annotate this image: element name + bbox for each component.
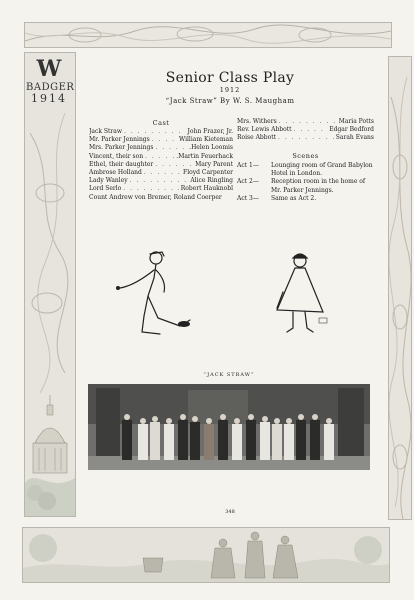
cast-actor: John Frazer, Jr.	[187, 128, 233, 135]
emblem-letter: W	[36, 56, 62, 82]
cast-role: Ethel, their daughter	[89, 160, 154, 168]
bottom-illustrated-border	[22, 527, 390, 583]
cast-actor: Floyd Carpenter	[183, 168, 233, 176]
cast-actor: .Helen Loomis	[189, 144, 233, 152]
scenes-heading: Scenes	[292, 152, 319, 160]
cast-row	[89, 136, 233, 144]
play-year: 1912	[219, 86, 241, 94]
cast-row	[89, 153, 233, 161]
scene-row	[237, 162, 374, 178]
scene-desc: Reception room in the home of Mr. Parker Jennings.	[271, 178, 366, 194]
cast-row	[89, 177, 233, 185]
cast-role: Mrs. Withers	[237, 118, 277, 125]
photo-caption: “JACK STRAW”	[203, 372, 255, 378]
top-decorative-border	[24, 22, 392, 48]
cast-row	[89, 169, 233, 177]
kneeling-man-sketch	[114, 248, 196, 340]
cast-role: Count Andrew von Bremer, Roland Coerper	[89, 193, 222, 201]
cast-list-left	[89, 128, 233, 202]
cast-actor: Robert Hauknobl	[180, 185, 233, 193]
cast-row	[89, 144, 233, 152]
cast-heading: Cast	[152, 119, 170, 127]
page-number: 348	[225, 509, 235, 515]
cast-group-photo	[88, 384, 370, 470]
cast-actor: Maria Potts	[338, 118, 374, 125]
cast-actor: Sarah Evans	[335, 134, 374, 142]
cast-actor: Alice Ringling	[190, 177, 233, 185]
cast-role: Mr. Parker Jennings	[89, 136, 150, 144]
cast-role: Ambrose Holland	[89, 168, 142, 176]
badger-1914-emblem	[26, 56, 75, 105]
cast-role: Rev. Lewis Abbott	[237, 126, 292, 134]
cast-actor: Edgar Bedford	[329, 126, 374, 134]
cast-role: Jack Straw	[89, 128, 122, 135]
scene-act: Act 2—	[237, 178, 259, 186]
scene-desc: Lounging room of Grand Babylon Hotel in London.	[271, 162, 373, 178]
cast-role: Mrs. Parker Jennings	[89, 144, 154, 152]
scene-list	[237, 162, 374, 203]
play-subtitle: “Jack Straw” By W. S. Maugham	[165, 97, 295, 105]
scene-act: Act 3—	[237, 194, 259, 202]
cast-actor: Mary Parent	[195, 160, 233, 168]
cast-list-right	[237, 118, 374, 143]
cast-role: Roise Abbott	[237, 134, 277, 142]
cast-row	[89, 185, 233, 193]
cast-actor: .Martin Feuerhack	[176, 152, 233, 160]
cast-row	[237, 134, 374, 142]
cast-actor: William Kieteman	[179, 136, 233, 144]
emblem-year: 1914	[31, 92, 67, 105]
cast-row	[89, 161, 233, 169]
scene-row	[237, 178, 374, 194]
page-title: Senior Class Play	[165, 70, 295, 86]
cast-row	[237, 118, 374, 126]
cast-members	[122, 420, 334, 460]
scene-act: Act 1—	[237, 162, 259, 169]
cast-row	[89, 194, 233, 202]
cast-role: Vincent, their son	[89, 152, 144, 160]
emblem-badger: BADGER	[26, 82, 75, 93]
cast-row	[237, 126, 374, 134]
cast-role: Lady Wanley	[89, 177, 128, 185]
cast-role: Lord Serlo	[89, 185, 122, 193]
scene-desc: Same as Act 2.	[271, 194, 317, 202]
right-decorative-border	[388, 56, 412, 520]
scene-row	[237, 195, 374, 203]
left-decorative-border	[24, 52, 76, 517]
cast-row	[89, 128, 233, 136]
caped-figure-sketch	[271, 252, 333, 338]
